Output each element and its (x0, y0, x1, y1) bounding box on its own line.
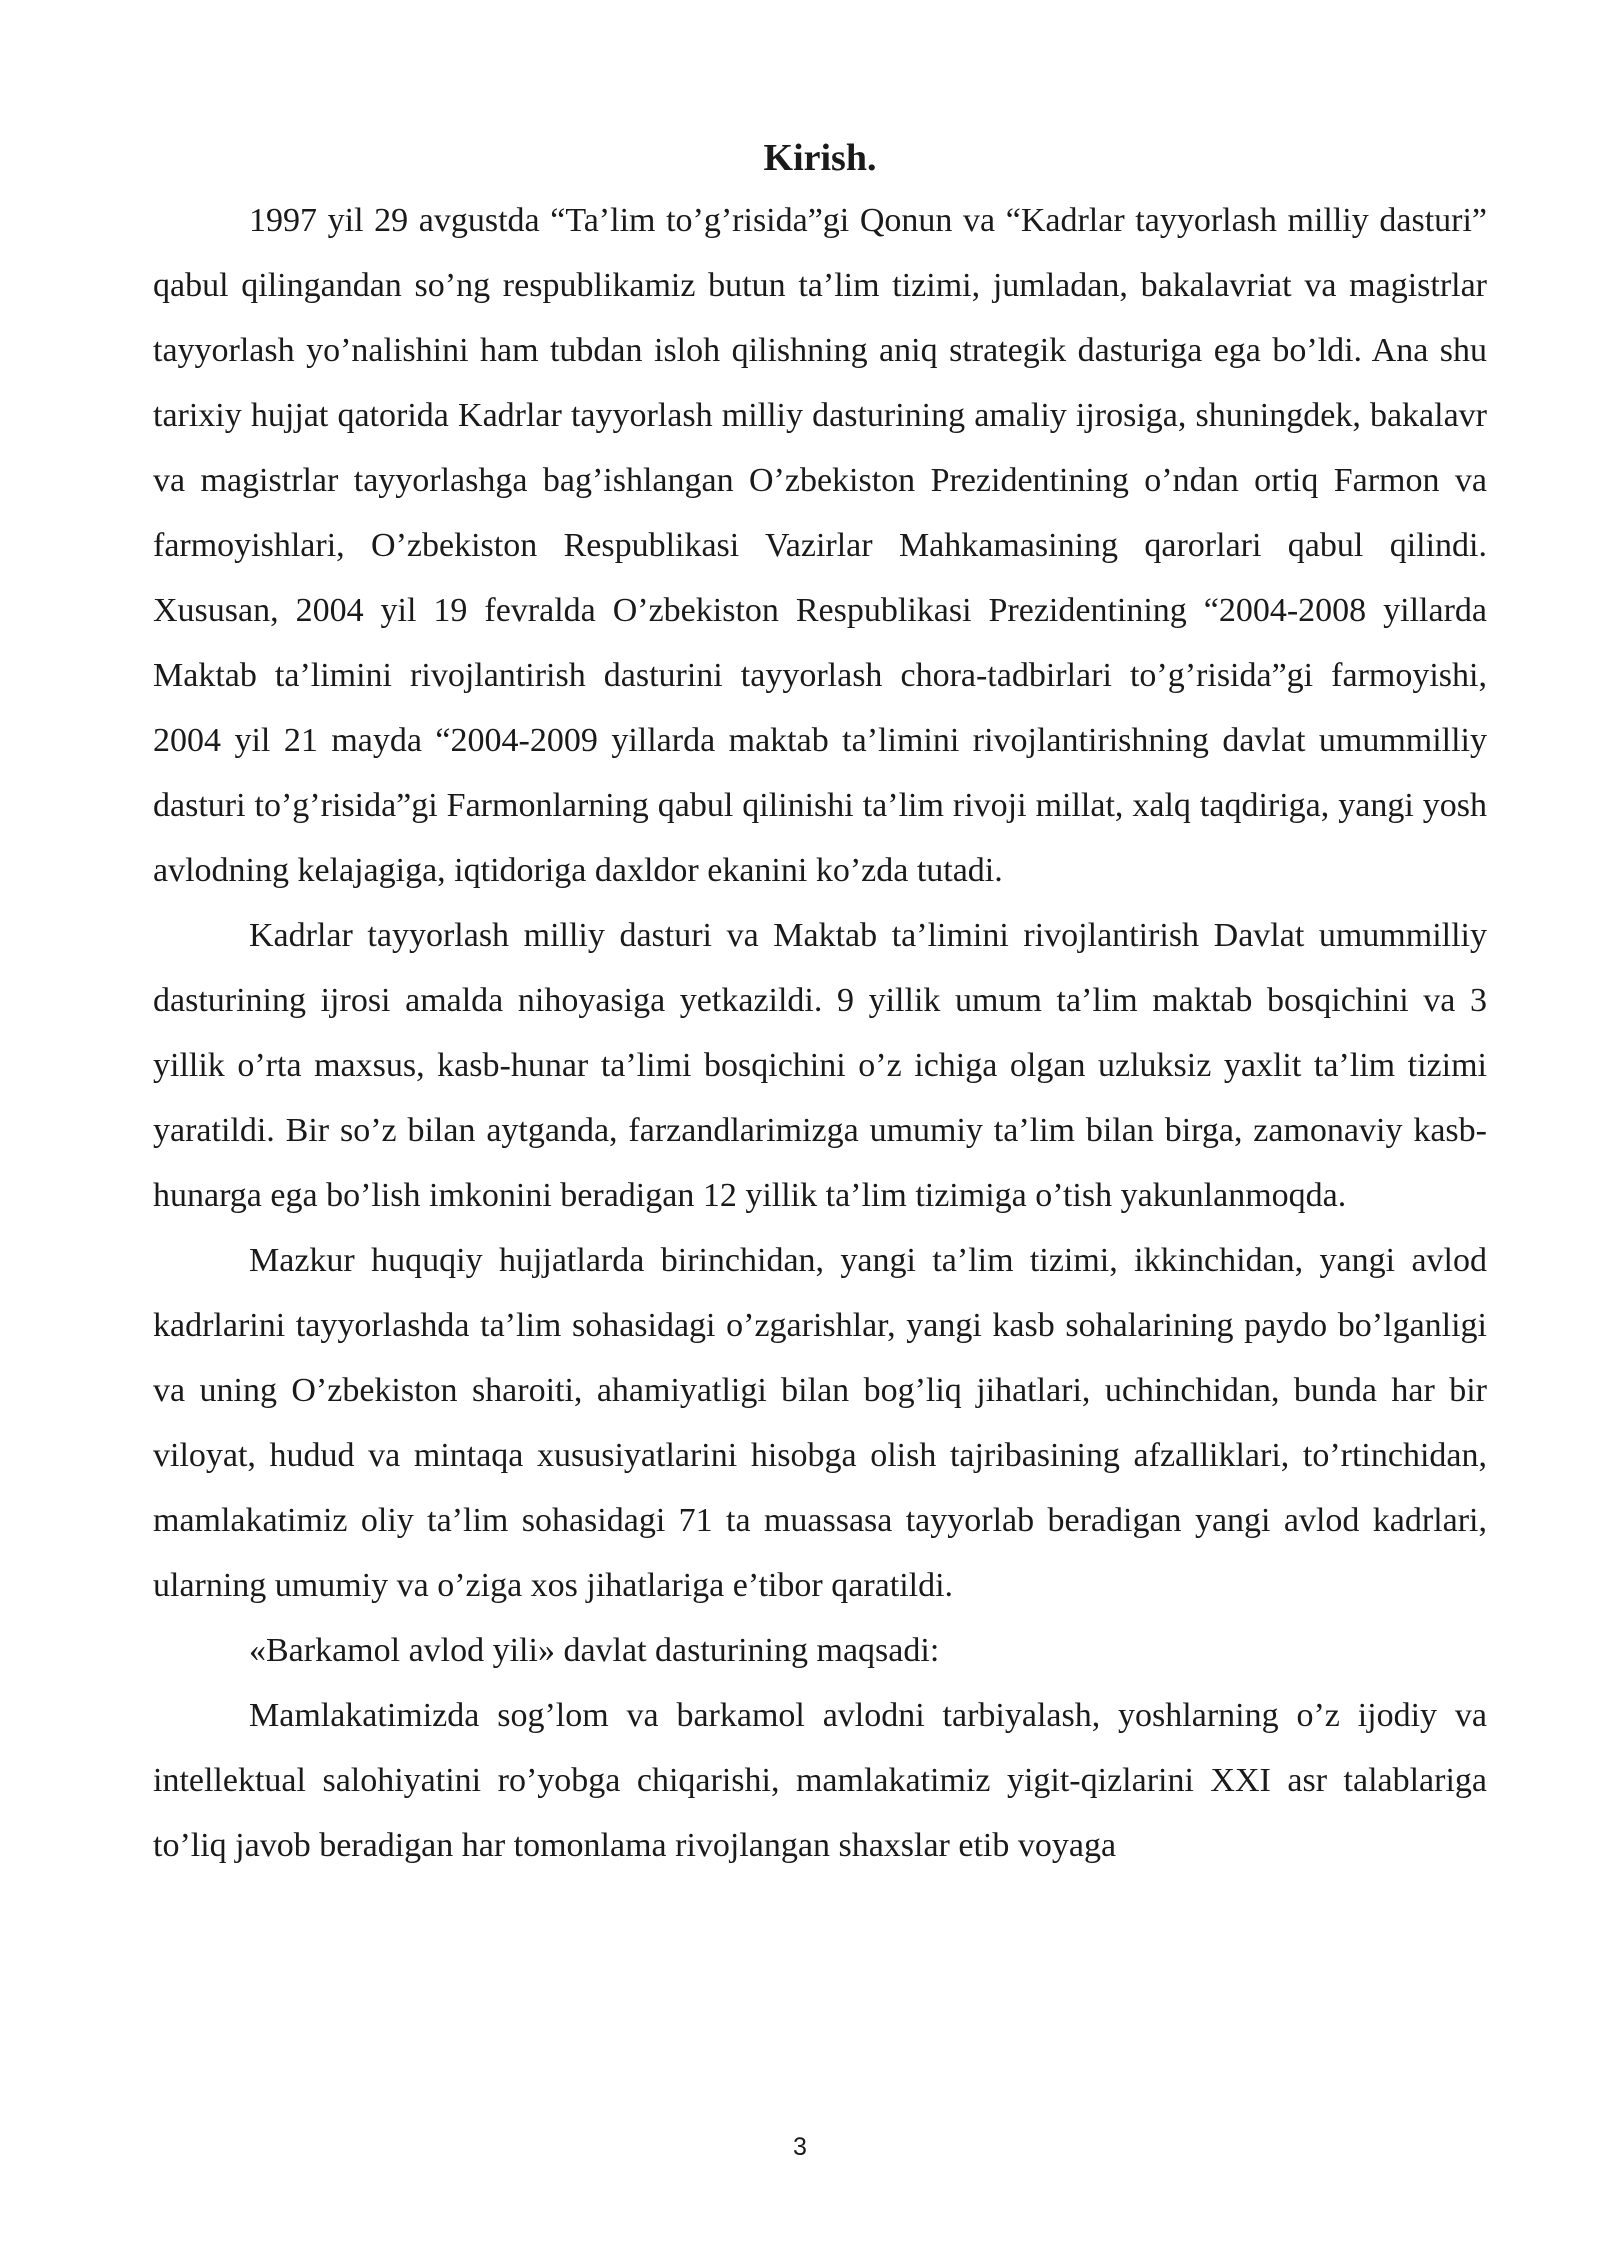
page-number: 3 (793, 2133, 807, 2161)
paragraph-1: 1997 yil 29 avgustda “Ta’lim to’g’risida”gi Qonun va “Kadrlar tayyorlash milliy dasturi” qabul qilingandan so’ng respublikamiz butun ta’lim tizimi, jumladan, bakalavriat va magistrlar tayyorlash yo’nalishini ham tubdan isloh qilishning aniq strategik dasturiga ega bo’ldi. Ana shu tarixiy hujjat qatorida Kadrlar tayyorlash milliy dasturining amaliy ijrosiga, shuningdek, bakalavr va magistrlar tayyorlashga bag’ishlangan O’zbekiston Prezidentining o’ndan ortiq Farmon va farmoyishlari, O’zbekiston Respublikasi Vazirlar Mahkamasining qarorlari qabul qilindi. Xususan, 2004 yil 19 fevralda O’zbekiston Respublikasi Prezidentining “2004-2008 yillarda Maktab ta’limini rivojlantirish dasturini tayyorlash chora-tadbirlari to’g’risida”gi farmoyishi, 2004 yil 21 mayda “2004-2009 yillarda maktab ta’limini rivojlantirishning davlat umummilliy dasturi to’g’risida”gi Farmonlarning qabul qilinishi ta’lim rivoji millat, xalq taqdiriga, yangi yosh avlodning kelajagiga, iqtidoriga daxldor ekanini ko’zda tutadi. (153, 202, 1487, 889)
section-title: Kirish. (763, 137, 877, 179)
paragraph-2: Kadrlar tayyorlash milliy dasturi va Maktab ta’limini rivojlantirish Davlat umummilliy dasturining ijrosi amalda nihoyasiga yetkazildi. 9 yillik umum ta’lim maktab bosqichini va 3 yillik o’rta maxsus, kasb-hunar ta’limi bosqichini o’z ichiga olgan uzluksiz yaxlit ta’lim tizimi yaratildi. Bir so’z bilan aytganda, farzandlarimizga umumiy ta’lim bilan birga, zamonaviy kasb-hunarga ega bo’lish imkonini beradigan 12 yillik ta’lim tizimiga o’tish yakunlanmoqda. (153, 917, 1487, 1214)
paragraph-5: Mamlakatimizda sog’lom va barkamol avlodni tarbiyalash, yoshlarning o’z ijodiy va intellektual salohiyatini ro’yobga chiqarishi, mamlakatimiz yigit-qizlarini XXI asr talablariga to’liq javob beradigan har tomonlama rivojlangan shaxslar etib voyaga (153, 1697, 1487, 1864)
document-body (153, 128, 1487, 1878)
paragraph-3: Mazkur huquqiy hujjatlarda birinchidan, yangi ta’lim tizimi, ikkinchidan, yangi avlod kadrlarini tayyorlashda ta’lim sohasidagi o’zgarishlar, yangi kasb sohalarining paydo bo’lganligi va uning O’zbekiston sharoiti, ahamiyatligi bilan bog’liq jihatlari, uchinchidan, bunda har bir viloyat, hudud va mintaqa xususiyatlarini hisobga olish tajribasining afzalliklari, to’rtinchidan, mamlakatimiz oliy ta’lim sohasidagi 71 ta muassasa tayyorlab beradigan yangi avlod kadrlari, ularning umumiy va o’ziga xos jihatlariga e’tibor qaratildi. (153, 1242, 1487, 1604)
paragraph-4: «Barkamol avlod yili» davlat dasturining maqsadi: (249, 1632, 940, 1669)
